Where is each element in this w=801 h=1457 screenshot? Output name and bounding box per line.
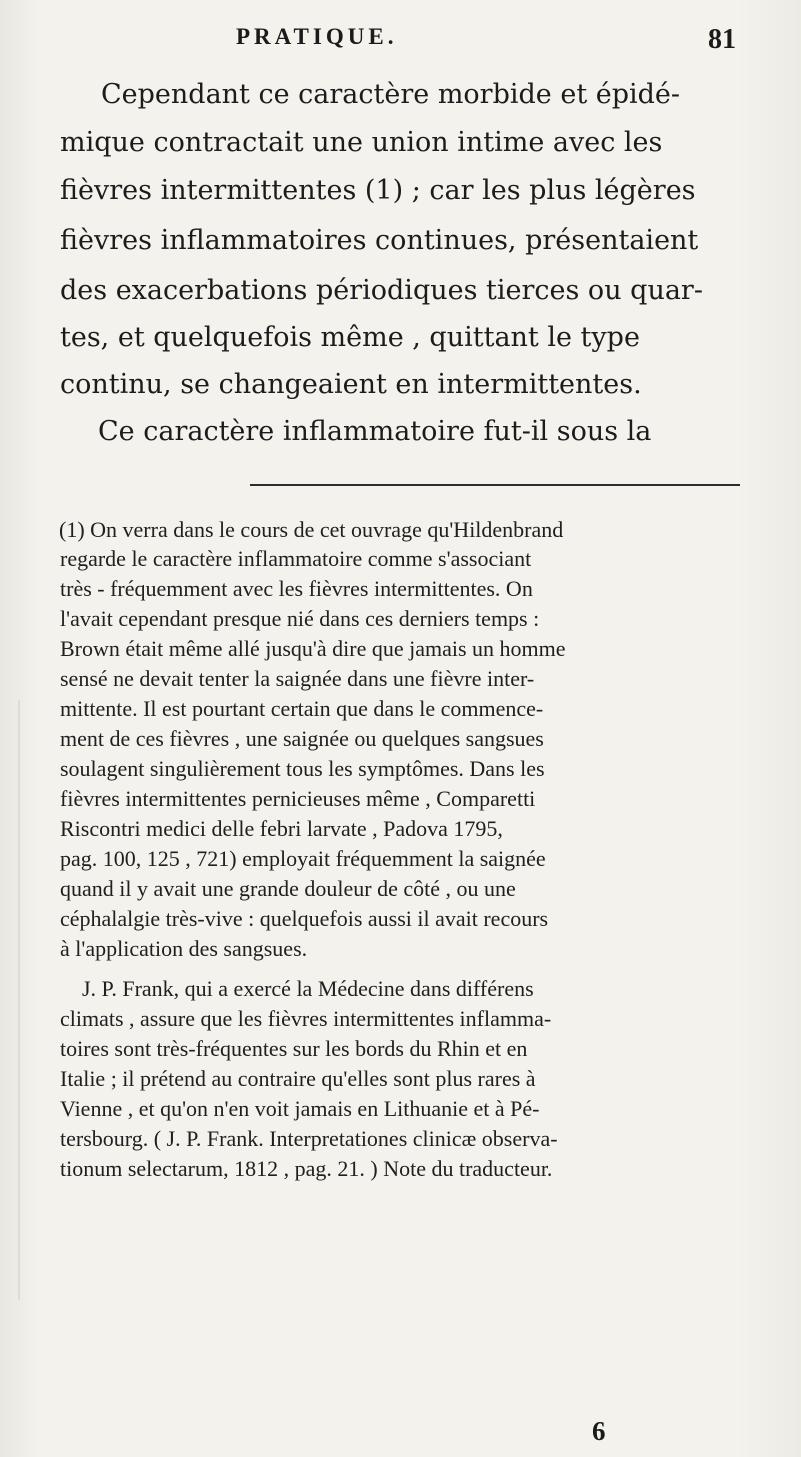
footnote-line: mittente. Il est pourtant certain que dans le commence- xyxy=(60,696,544,721)
footnote-line: à l'application des sangsues. xyxy=(60,936,308,961)
footnote-line: pag. 100, 125 , 721) employait fréquemment la saignée xyxy=(60,846,546,871)
footnote-line: ment de ces fièvres , une saignée ou quelques sangsues xyxy=(60,726,544,751)
page-binding-shadow xyxy=(18,700,20,1300)
footnote-line: tersbourg. ( J. P. Frank. Interpretationes clinicæ observa- xyxy=(60,1126,558,1151)
printer-signature-mark: 6 xyxy=(592,1416,606,1446)
main-text-line: continu, se changeaient en intermittentes. xyxy=(60,369,642,400)
footnote-line: tionum selectarum, 1812 , pag. 21. ) Note du traducteur. xyxy=(60,1156,553,1181)
footnote-line: Italie ; il prétend au contraire qu'elles sont plus rares à xyxy=(60,1066,536,1091)
page-header xyxy=(0,10,801,55)
main-text-line: des exacerbations périodiques tierces ou quar- xyxy=(60,275,703,306)
footnote-separator xyxy=(250,484,740,486)
footnote-line: soulagent singulièrement tous les symptômes. Dans les xyxy=(60,756,545,781)
footnote-line: (1) On verra dans le cours de cet ouvrage qu'Hildenbrand xyxy=(59,517,564,542)
footnote-line: sensé ne devait tenter la saignée dans une fièvre inter- xyxy=(60,666,535,691)
footnote-line: l'avait cependant presque nié dans ces derniers temps : xyxy=(60,606,540,631)
footnote-line: climats , assure que les fièvres intermittentes inflamma- xyxy=(60,1006,552,1031)
footnote-line: quand il y avait une grande douleur de côté , ou une xyxy=(60,876,516,901)
footnote-line: Brown était même allé jusqu'à dire que jamais un homme xyxy=(60,636,566,661)
main-text-line: Cependant ce caractère morbide et épidé- xyxy=(101,79,681,110)
footnote-line: J. P. Frank, qui a exercé la Médecine dans différens xyxy=(82,976,534,1001)
main-text-line: Ce caractère inflammatoire fut-il sous la xyxy=(98,416,652,447)
footnote-line: Riscontri medici delle febri larvate , Padova 1795, xyxy=(60,816,503,841)
footnote-line: très - fréquemment avec les fièvres intermittentes. On xyxy=(60,576,533,601)
footnote-line: fièvres intermittentes pernicieuses même , Comparetti xyxy=(60,786,536,811)
footnote-line: regarde le caractère inflammatoire comme s'associant xyxy=(60,546,532,571)
main-text-line: fièvres intermittentes (1) ; car les plus légères xyxy=(60,175,696,206)
running-title: PRATIQUE. xyxy=(236,24,398,49)
footnote-line: Vienne , et qu'on n'en voit jamais en Lithuanie et à Pé- xyxy=(60,1096,540,1121)
footnote-line: céphalalgie très-vive : quelquefois aussi il avait recours xyxy=(60,906,549,931)
footnote-line: toires sont très-fréquentes sur les bords du Rhin et en xyxy=(60,1036,528,1061)
main-text-line: fièvres inflammatoires continues, présentaient xyxy=(60,225,699,256)
page-number: 81 xyxy=(708,24,736,55)
main-text-line: mique contractait une union intime avec les xyxy=(60,127,663,158)
main-text-line: tes, et quelquefois même , quittant le type xyxy=(60,322,640,353)
